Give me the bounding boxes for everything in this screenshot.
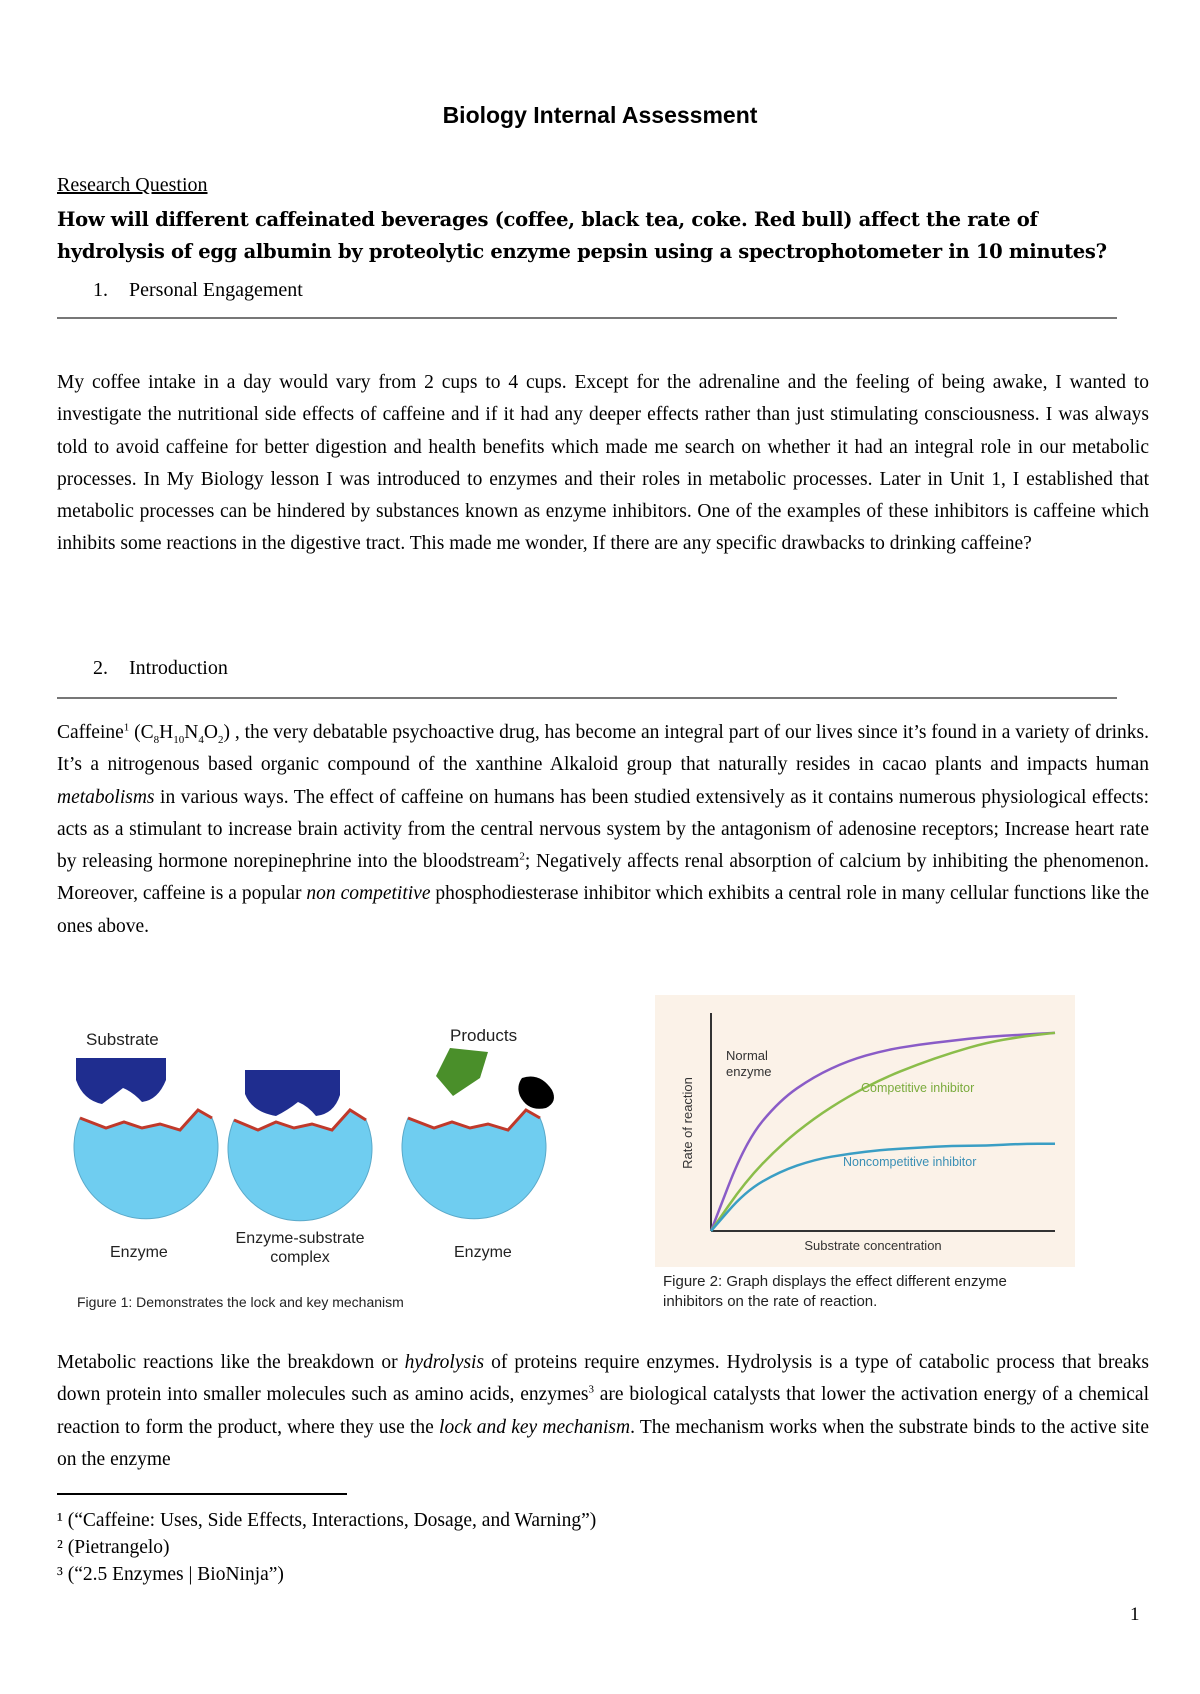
footnote-1: ¹ (“Caffeine: Uses, Side Effects, Interactions, Dosage, and Warning”) xyxy=(57,1510,597,1531)
enzyme-right xyxy=(402,1110,546,1219)
footnote-ref-2: 2 xyxy=(519,850,525,863)
footnote-ref-1: 1 xyxy=(123,721,130,734)
personal-engagement-paragraph: My coffee intake in a day would vary from 2 cups to 4 cups. Except for the adrenaline and the feeling of being awake, I wanted to investigate the nutritional side effects of caffeine and if it had any deeper effects rather than just stimulating consciousness. I was always told to avoid caffeine for better digestion and health benefits which made me search on whether it had an integral role in our metabolic processes. In My Biology lesson I was introduced to enzymes and their roles in metabolic processes. Later in Unit 1, I established that metabolic processes can be hindered by substances known as enzyme inhibitors. One of the examples of these inhibitors is caffeine which inhibits some reactions in the digestive tract. This made me wonder, If there are any specific drawbacks to drinking caffeine? xyxy=(57,372,1149,555)
page-number: 1 xyxy=(1130,1604,1140,1625)
section-divider xyxy=(57,697,1117,699)
intro-word: Caffeine xyxy=(57,722,124,743)
introduction-paragraph: Caffeine$^1$ $(C_8H_{10}N_4O_2)$ , the very debatable psychoactive drug, has become an integral part of our lives since it’s found in a variety of drinks. It’s a nitrogenous based organic compound of the xanthine Alkaloid group that naturally resides in cacao plants and impacts human metabolisms in various ways. The effect of caffeine on humans has been studied extensively as it contains numerous physiological effects: acts as a stimulant to increase brain activity from the central nervous system by the antagonism of adenosine receptors; Increase heart rate by releasing hormone norepinephrine into the bloodstream$^2$; Negatively affects renal absorption of calcium by inhibiting the phenomenon. Moreover, caffeine is a popular non competitive phosphodiesterase inhibitor which exhibits a central role in many cellular functions like the ones above. xyxy=(57,721,1150,937)
complex-label-line2: complex xyxy=(270,1249,330,1266)
metabolic-paragraph: Metabolic reactions like the breakdown or hydrolysis of proteins require enzymes. Hydrolysis is a type of catabolic process that breaks down protein into smaller molecules such as amino acids, enzymes$^3$ are biological catalysts that lower the activation energy of a chemical reaction to form the product, where they use the lock and key mechanism. The mechanism works when the substrate binds to the active site on the enzyme xyxy=(57,1352,1150,1470)
research-question-text: How will different caffeinated beverages (coffee, black tea, coke. Red bull) affect the rate of hydrolysis of egg albumin by proteolytic enzyme pepsin using a spectrophotometer in 10 minutes? xyxy=(57,208,1107,263)
enzyme-left xyxy=(74,1110,218,1219)
section-title: Personal Engagement xyxy=(129,279,303,301)
section-heading-introduction xyxy=(93,657,228,680)
label-noncompetitive: Noncompetitive inhibitor xyxy=(843,1155,977,1169)
x-axis-label: Substrate concentration xyxy=(804,1238,942,1253)
lock-and-key-figure xyxy=(58,1010,578,1310)
enzyme-left-label: Enzyme xyxy=(110,1244,168,1261)
substrate-shape xyxy=(76,1058,166,1104)
label-normal-line2: enzyme xyxy=(726,1064,772,1079)
product-black-shape xyxy=(518,1077,554,1109)
footnote-2: ² (Pietrangelo) xyxy=(57,1537,170,1558)
page-title: Biology Internal Assessment xyxy=(442,102,758,128)
label-competitive: Competitive inhibitor xyxy=(861,1081,975,1095)
section-heading-personal-engagement xyxy=(93,279,303,302)
product-green-shape xyxy=(436,1048,488,1096)
footnote-3: ³ (“2.5 Enzymes | BioNinja”) xyxy=(57,1564,284,1585)
products-label: Products xyxy=(450,1026,518,1045)
y-axis-label: Rate of reaction xyxy=(680,1077,695,1169)
label-normal-line1: Normal xyxy=(726,1048,768,1063)
research-question-label: Research Question xyxy=(57,174,208,196)
caffeine-formula: $(C_8H_{10}N_4O_2)$ xyxy=(134,722,230,746)
emphasis-non-competitive: non competitive xyxy=(306,883,431,905)
enzyme-right-label: Enzyme xyxy=(454,1244,512,1261)
figure2-caption-line2: inhibitors on the rate of reaction. xyxy=(663,1293,878,1310)
section-number: 1. xyxy=(93,279,108,301)
emphasis-metabolisms: metabolisms xyxy=(57,786,155,808)
complex-label-line1: Enzyme-substrate xyxy=(235,1230,365,1247)
emphasis-hydrolysis: hydrolysis xyxy=(404,1352,485,1373)
substrate-label: Substrate xyxy=(86,1030,159,1049)
footnote-ref-3: 3 xyxy=(588,1383,594,1396)
figure2-caption-line1: Figure 2: Graph displays the effect different enzyme xyxy=(663,1273,1007,1290)
enzyme-substrate-complex xyxy=(228,1070,372,1221)
section-title: Introduction xyxy=(129,657,228,679)
figure1-caption: Figure 1: Demonstrates the lock and key mechanism xyxy=(77,1294,404,1310)
footnote-divider xyxy=(57,1493,347,1495)
enzyme-inhibition-chart xyxy=(655,995,1075,1315)
emphasis-lock-and-key: lock and key mechanism xyxy=(439,1416,631,1438)
section-number: 2. xyxy=(93,657,108,679)
section-divider xyxy=(57,317,1117,319)
